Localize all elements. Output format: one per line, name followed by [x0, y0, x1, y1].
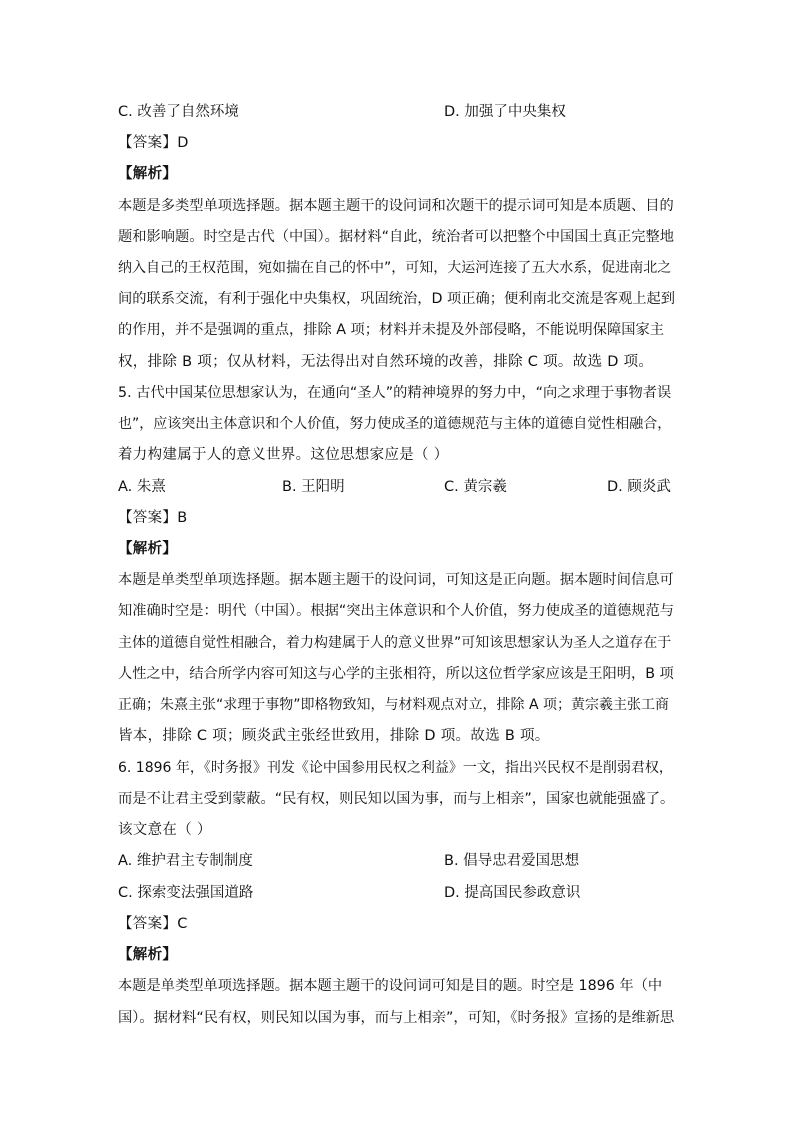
- q6-answer: 【答案】C: [118, 916, 188, 932]
- q5-stem-line: 着力构建属于人的意义世界。这位思想家应是（ ）: [118, 447, 449, 463]
- q6-option-c: C. 探索变法强国道路: [118, 885, 254, 901]
- q5-option-c: C. 黄宗羲: [444, 479, 507, 495]
- q4-analysis-line: 纳入自己的王权范围，宛如揣在自己的怀中”，可知，大运河连接了五大水系，促进南北之: [118, 260, 672, 276]
- q5-analysis-line: 主体的道德自觉性相融合，着力构建属于人的意义世界”可知该思想家认为圣人之道存在于: [118, 635, 672, 651]
- q5-analysis-heading: 【解析】: [118, 541, 178, 557]
- q4-option-d: D. 加强了中央集权: [444, 104, 566, 120]
- q6-analysis-line: 本题是单类型单项选择题。据本题主题干的设问词可知是目的题。时空是 1896 年（中: [118, 978, 663, 994]
- q5-stem-line: 也”，应该突出主体意识和个人价值，努力使成圣的道德规范与主体的道德自觉性相融合，: [118, 416, 672, 432]
- q6-analysis-heading: 【解析】: [118, 947, 178, 963]
- q4-analysis-line: 题和影响题。时空是古代（中国）。据材料“自此，统治者可以把整个中国国土真正完整地: [118, 229, 675, 245]
- q4-analysis-line: 间的联系交流，有利于强化中央集权，巩固统治，D 项正确；便利南北交流是客观上起到: [118, 291, 676, 307]
- q6-stem-line: 该文意在（ ）: [118, 822, 212, 838]
- q4-analysis-heading: 【解析】: [118, 166, 178, 182]
- q5-option-b: B. 王阳明: [282, 479, 345, 495]
- q4-analysis-line: 的作用，并不是强调的重点，排除 A 项；材料并未提及外部侵略，不能说明保障国家主: [118, 322, 665, 338]
- q5-option-d: D. 顾炎武: [607, 479, 671, 495]
- q4-analysis-line: 本题是多类型单项选择题。据本题主题干的设问词和次题干的提示词可知是本质题、目的: [118, 198, 674, 214]
- q6-stem-line: 而是不让君主受到蒙蔽。“民有权，则民知以国为事，而与上相亲”，国家也就能强盛了。: [118, 791, 675, 807]
- q5-analysis-line: 皆本，排除 C 项；顾炎武主张经世致用，排除 D 项。故选 B 项。: [118, 728, 550, 744]
- q6-option-b: B. 倡导忠君爱国思想: [444, 853, 580, 869]
- q4-answer: 【答案】D: [118, 135, 189, 151]
- q6-option-d: D. 提高国民参政意识: [444, 885, 581, 901]
- q5-analysis-line: 知准确时空是：明代（中国）。根据“突出主体意识和个人价值，努力使成圣的道德规范与: [118, 603, 675, 619]
- q4-analysis-line: 权，排除 B 项；仅从材料，无法得出对自然环境的改善，排除 C 项。故选 D 项。: [118, 354, 654, 370]
- q5-answer: 【答案】B: [118, 510, 188, 526]
- q6-stem-line: 6. 1896 年，《时务报》刊发《论中国参用民权之利益》一文，指出兴民权不是削弱君权，: [118, 760, 673, 776]
- q4-option-c: C. 改善了自然环境: [118, 104, 239, 120]
- q5-analysis-line: 人性之中，结合所学内容可知这与心学的主张相符，所以这位哲学家应该是王阳明，B 项: [118, 666, 674, 682]
- q5-analysis-line: 正确；朱熹主张“求理于事物”即格物致知，与材料观点对立，排除 A 项；黄宗羲主张工商: [118, 697, 669, 713]
- q5-option-a: A. 朱熹: [118, 479, 166, 495]
- q5-stem-line: 5. 古代中国某位思想家认为，在通向“圣人”的精神境界的努力中，“向之求理于事物者误: [118, 385, 672, 401]
- q6-option-a: A. 维护君主专制制度: [118, 853, 253, 869]
- q6-analysis-line: 国）。据材料“民有权，则民知以国为事，而与上相亲”，可知，《时务报》宣扬的是维新思: [118, 1010, 675, 1026]
- q5-analysis-line: 本题是单类型单项选择题。据本题主题干的设问词，可知这是正向题。据本题时间信息可: [118, 572, 674, 588]
